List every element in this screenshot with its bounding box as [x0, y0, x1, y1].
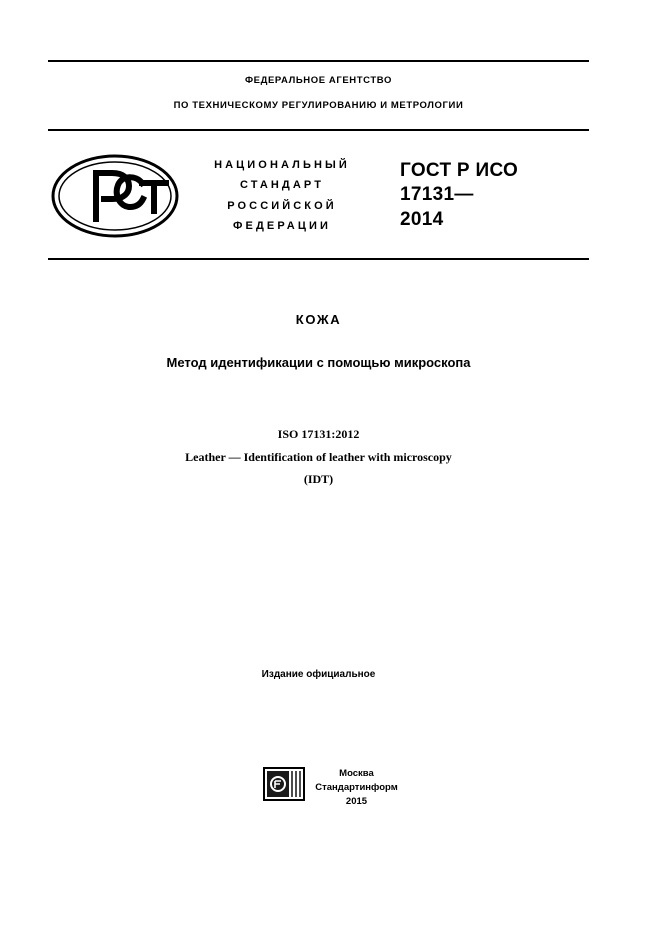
national-standard-line-1: НАЦИОНАЛЬНЫЙ: [214, 159, 350, 172]
national-standard-label: [182, 155, 382, 236]
agency-header: [48, 62, 589, 118]
gost-r-emblem-icon: [48, 153, 182, 239]
agency-line-2: ПО ТЕХНИЧЕСКОМУ РЕГУЛИРОВАНИЮ И МЕТРОЛОГИИ: [173, 100, 464, 112]
standard-code-line-1: ГОСТ Р ИСО: [400, 159, 519, 181]
publisher-name: Стандартинформ: [315, 781, 398, 793]
standard-code: [382, 159, 589, 233]
iso-number: ISO 17131:2012: [277, 426, 360, 441]
divider-bottom: [48, 258, 589, 260]
iso-reference-block: [48, 423, 589, 491]
iso-english-title: Leather — Identification of leather with microscopy: [185, 449, 452, 464]
page-content: [48, 30, 589, 680]
agency-line-1: ФЕДЕРАЛЬНОЕ АГЕНТСТВО: [244, 75, 393, 86]
publisher-year: 2015: [345, 795, 368, 807]
page-subtitle: Метод идентификации с помощью микроскопа: [166, 354, 471, 370]
publisher-block: [0, 766, 661, 808]
edition-note: Издание официальное: [261, 669, 376, 681]
page-title: КОЖА: [295, 311, 342, 327]
publisher-city: Москва: [339, 768, 374, 779]
publisher-text: [315, 766, 397, 808]
national-standard-line-2: СТАНДАРТ: [239, 179, 325, 192]
iso-equivalence: (IDT): [303, 472, 334, 487]
standard-code-line-2: 17131—: [400, 184, 474, 206]
standard-identification-block: [48, 131, 589, 258]
national-standard-line-3: РОССИЙСКОЙ: [227, 199, 337, 212]
national-standard-line-4: ФЕДЕРАЦИИ: [233, 220, 331, 233]
standartinform-logo-icon: [263, 766, 305, 802]
standard-code-line-3: 2014: [400, 209, 444, 231]
